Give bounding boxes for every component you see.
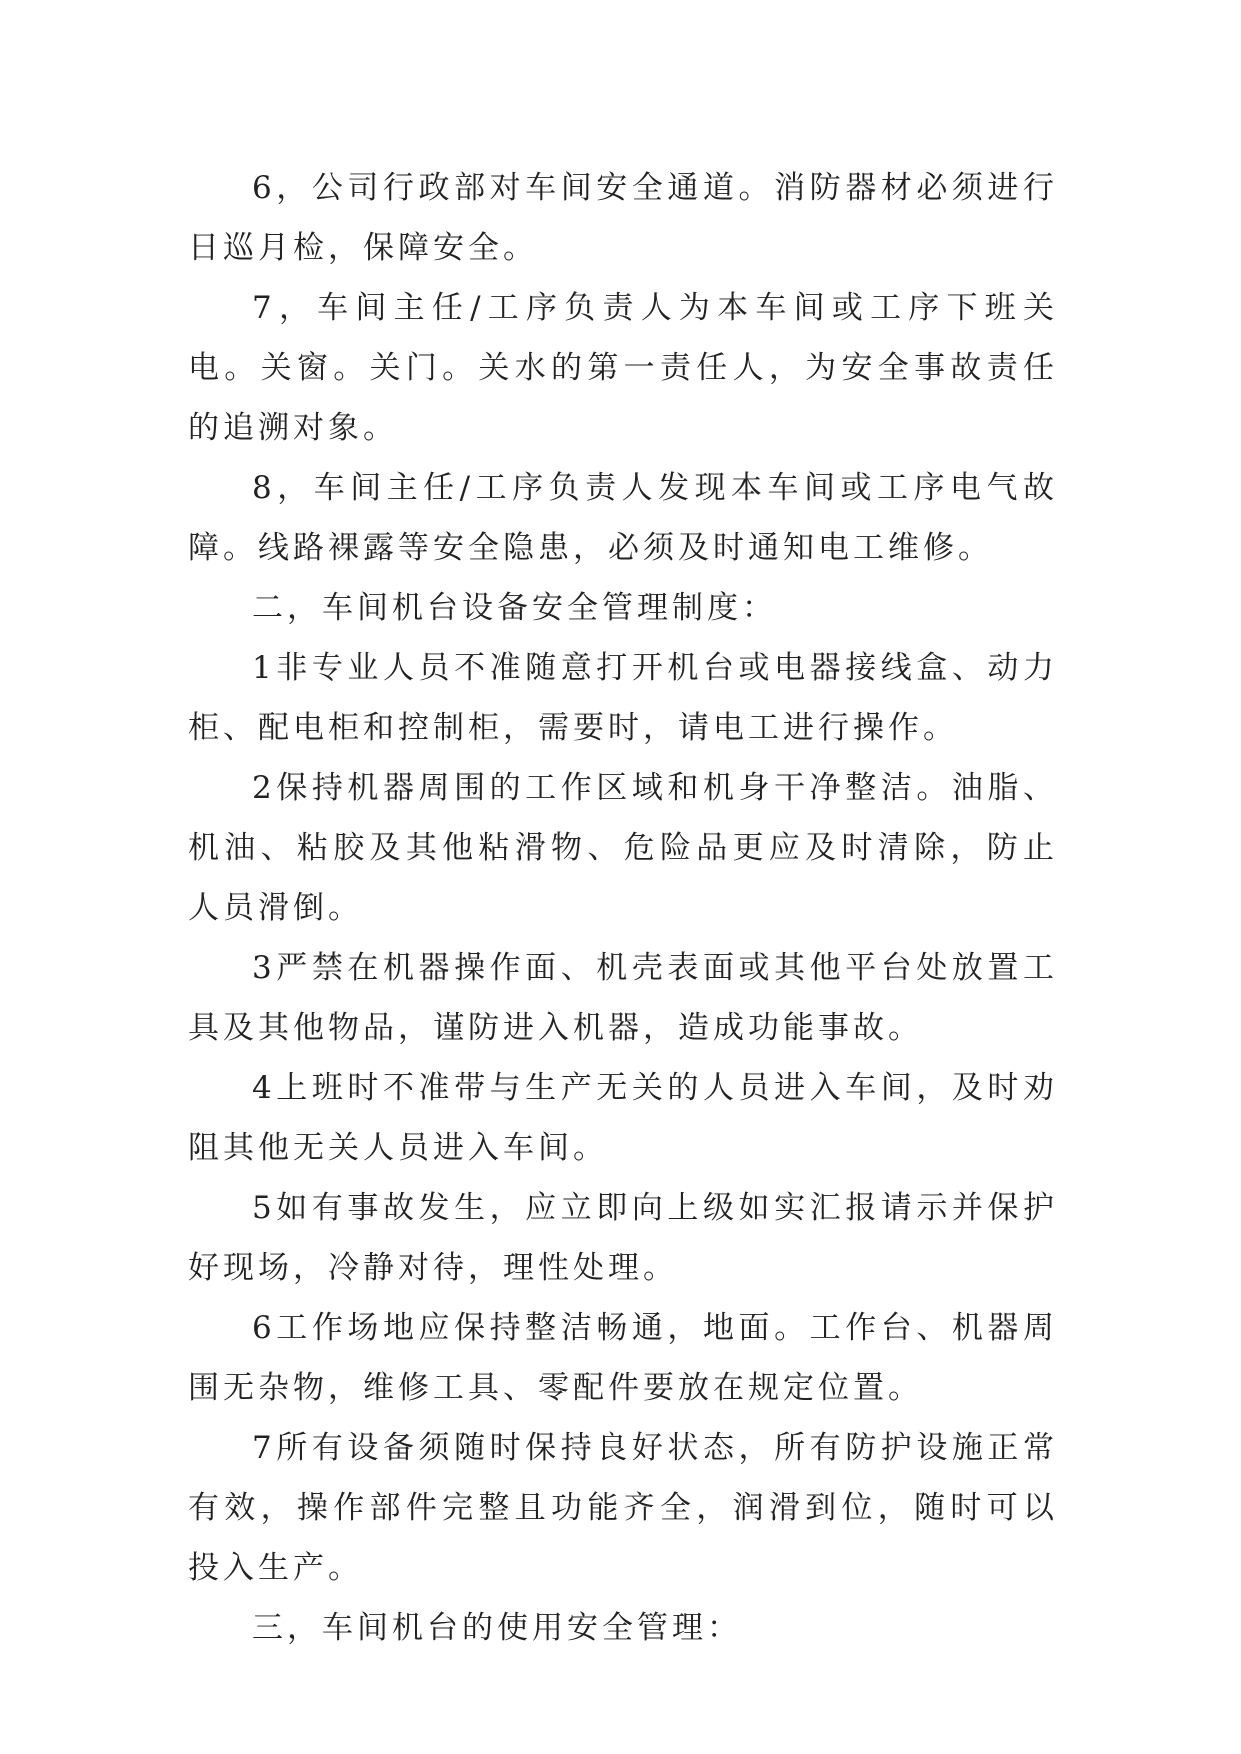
- document-body: [188, 158, 1058, 1658]
- paragraph-item-7-shutdown-responsibility: 7，车间主任/工序负责人为本车间或工序下班关电。关窗。关门。关水的第一责任人，为安全事故责任的追溯对象。: [188, 290, 1058, 446]
- section-heading-usage-safety: 三，车间机台的使用安全管理：: [252, 1610, 742, 1646]
- paragraph-rule-5: 5如有事故发生，应立即向上级如实汇报请示并保护好现场，冷静对待，理性处理。: [188, 1190, 1058, 1286]
- paragraph-rule-1: 1非专业人员不准随意打开机台或电器接线盒、动力柜、配电柜和控制柜，需要时，请电工进行操作。: [188, 650, 1058, 746]
- paragraph-rule-7: 7所有设备须随时保持良好状态，所有防护设施正常有效，操作部件完整且功能齐全，润滑到位，随时可以投入生产。: [188, 1430, 1058, 1586]
- paragraph-rule-3: 3严禁在机器操作面、机壳表面或其他平台处放置工具及其他物品，谨防进入机器，造成功能事故。: [188, 950, 1058, 1046]
- paragraph-rule-6: 6工作场地应保持整洁畅通，地面。工作台、机器周围无杂物，维修工具、零配件要放在规定位置。: [188, 1310, 1058, 1406]
- section-heading-equipment-safety: 二，车间机台设备安全管理制度：: [252, 590, 777, 626]
- paragraph-rule-4: 4上班时不准带与生产无关的人员进入车间，及时劝阻其他无关人员进入车间。: [188, 1070, 1058, 1166]
- paragraph-item-6-inspection: 6，公司行政部对车间安全通道。消防器材必须进行日巡月检，保障安全。: [188, 170, 1058, 266]
- paragraph-rule-2: 2保持机器周围的工作区域和机身干净整洁。油脂、机油、粘胶及其他粘滑物、危险品更应及时清除，防止人员滑倒。: [188, 770, 1058, 926]
- paragraph-item-8-electrical-hazards: 8，车间主任/工序负责人发现本车间或工序电气故障。线路裸露等安全隐患，必须及时通知电工维修。: [188, 470, 1058, 566]
